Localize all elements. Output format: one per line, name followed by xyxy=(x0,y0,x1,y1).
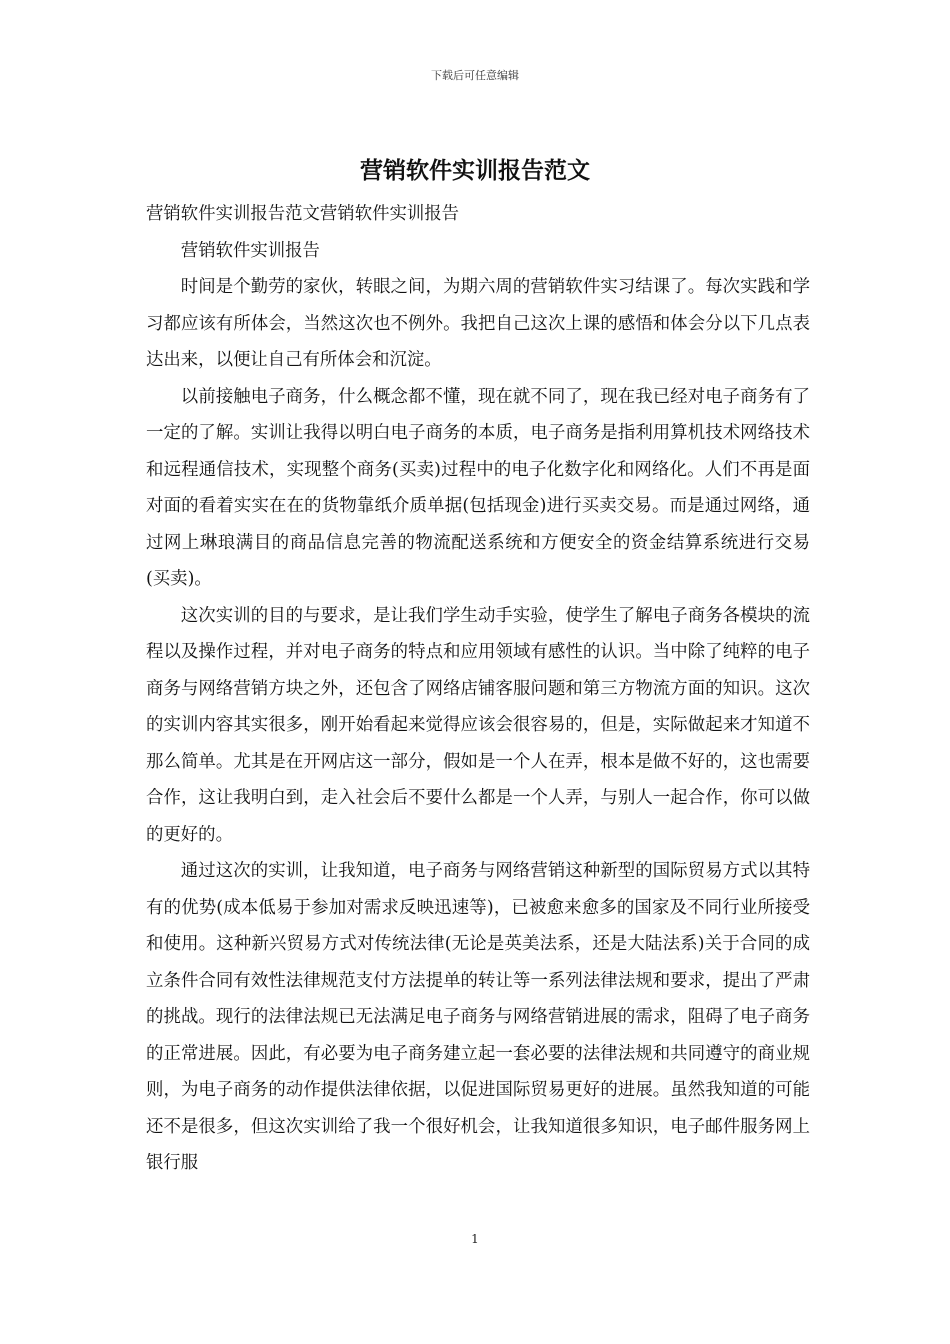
paragraph: 通过这次的实训，让我知道，电子商务与网络营销这种新型的国际贸易方式以其特有的优势(成本低易于参加对需求反映迅速等)，已被愈来愈多的国家及不同行业所接受和使用。这种新兴贸易方式对传统法律(无论是英美法系，还是大陆法系)关于合同的成立条件合同有效性法律规范支付方法提单的转让等一系列法律法规和要求，提出了严肃的挑战。现行的法律法规已无法满足电子商务与网络营销进展的需求，阻碍了电子商务的正常进展。因此，有必要为电子商务建立起一套必要的法律法规和共同遵守的商业规则，为电子商务的动作提供法律依据，以促进国际贸易更好的进展。虽然我知道的可能还不是很多，但这次实训给了我一个很好机会，让我知道很多知识，电子邮件服务网上银行服 xyxy=(146,861,810,1173)
paragraph: 这次实训的目的与要求，是让我们学生动手实验，使学生了解电子商务各模块的流程以及操作过程，并对电子商务的特点和应用领域有感性的认识。当中除了纯粹的电子商务与网络营销方块之外，还包含了网络店铺客服问题和第三方物流方面的知识。这次的实训内容其实很多，刚开始看起来觉得应该会很容易的，但是，实际做起来才知道不那么简单。尤其是在开网店这一部分，假如是一个人在弄，根本是做不好的，这也需要合作，这让我明白到，走入社会后不要什么都是一个人弄，与别人一起合作，你可以做的更好的。 xyxy=(146,605,810,845)
page-header-note: 下载后可任意编辑 xyxy=(431,69,519,82)
document-title: 营销软件实训报告范文 xyxy=(360,157,590,184)
document-body xyxy=(146,196,810,1182)
paragraph: 以前接触电子商务，什么概念都不懂，现在就不同了，现在我已经对电子商务有了一定的了解。实训让我得以明白电子商务的本质，电子商务是指利用算机技术网络技术和远程通信技术，实现整个商务(买卖)过程中的电子化数字化和网络化。人们不再是面对面的看着实实在在的货物靠纸介质单据(包括现金)进行买卖交易。而是通过网络，通过网上琳琅满目的商品信息完善的物流配送系统和方便安全的资金结算系统进行交易(买卖)。 xyxy=(146,386,810,589)
paragraph: 时间是个勤劳的家伙，转眼之间，为期六周的营销软件实习结课了。每次实践和学习都应该有所体会，当然这次也不例外。我把自己这次上课的感悟和体会分以下几点表达出来，以便让自己有所体会和沉淀。 xyxy=(146,277,810,370)
paragraph-subtitle: 营销软件实训报告范文营销软件实训报告 xyxy=(146,204,460,224)
page-number: 1 xyxy=(471,1232,479,1246)
paragraph-heading: 营销软件实训报告 xyxy=(180,240,320,261)
